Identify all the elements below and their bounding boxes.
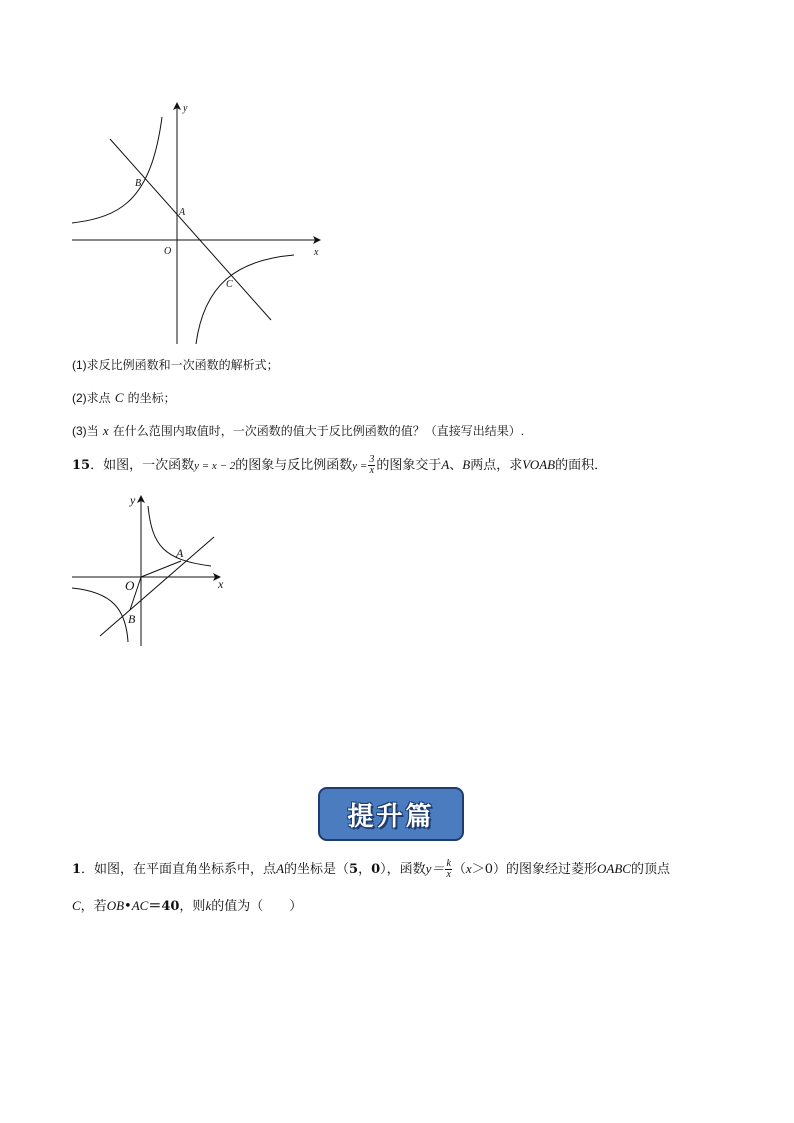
point-a-label: A <box>176 546 184 560</box>
origin-label: O <box>164 246 172 257</box>
q15-fraction: $\frac{3}{x}$ <box>369 454 375 476</box>
segment-oa <box>141 561 181 577</box>
figure-2 <box>68 490 233 650</box>
point-b-label: B <box>135 178 142 189</box>
y-axis-label: y <box>130 493 136 507</box>
q14-part-2: (2)求点 C 的坐标； <box>72 390 176 405</box>
hyperbola-branch-2 <box>72 117 162 223</box>
section-banner <box>318 787 464 841</box>
linear-function-line <box>110 139 271 320</box>
q15-linear-equation: y = x − 2 <box>194 460 236 472</box>
x-axis-label: x <box>314 247 319 258</box>
hyperbola-branch-3 <box>72 588 128 642</box>
q14-part-3: (3)当 x 在什么范围内取值时，一次函数的值大于反比例函数的值？（直接写出结果）. <box>72 423 525 438</box>
hyperbola-branch-4 <box>196 255 294 344</box>
figure-1 <box>66 95 336 350</box>
q15-number: 15 <box>72 458 91 473</box>
q15-triangle: VOAB <box>522 457 556 472</box>
x-axis-label: x <box>218 577 224 591</box>
q15-text: 15．如图，一次函数y = x − 2的图象与反比例函数y = $\frac{3}{x}$ 的图象交于A、B两点，求VOAB的面积． <box>72 454 608 476</box>
problem-1-fraction: $\frac{k}{x}$ <box>446 858 451 880</box>
section-banner-title: 提升篇 <box>347 801 435 832</box>
point-b-label: B <box>128 612 136 626</box>
point-a-label: A <box>179 207 186 218</box>
linear-function-line <box>100 537 214 636</box>
problem-1-number: 1 <box>72 862 82 877</box>
problem-1-line-2: C，若OB•AC＝40，则k的值为（ ） <box>72 898 303 914</box>
point-c-label: C <box>226 279 233 290</box>
y-axis-label: y <box>183 103 188 114</box>
origin-label: O <box>125 578 135 593</box>
problem-1-line-1: 1．如图，在平面直角坐标系中，点A的坐标是（5，0），函数y＝ $\frac{k}{x}$ （x＞0）的图象经过菱形OABC的顶点 <box>72 858 670 880</box>
q14-part-1: (1)求反比例函数和一次函数的解析式； <box>72 358 279 372</box>
